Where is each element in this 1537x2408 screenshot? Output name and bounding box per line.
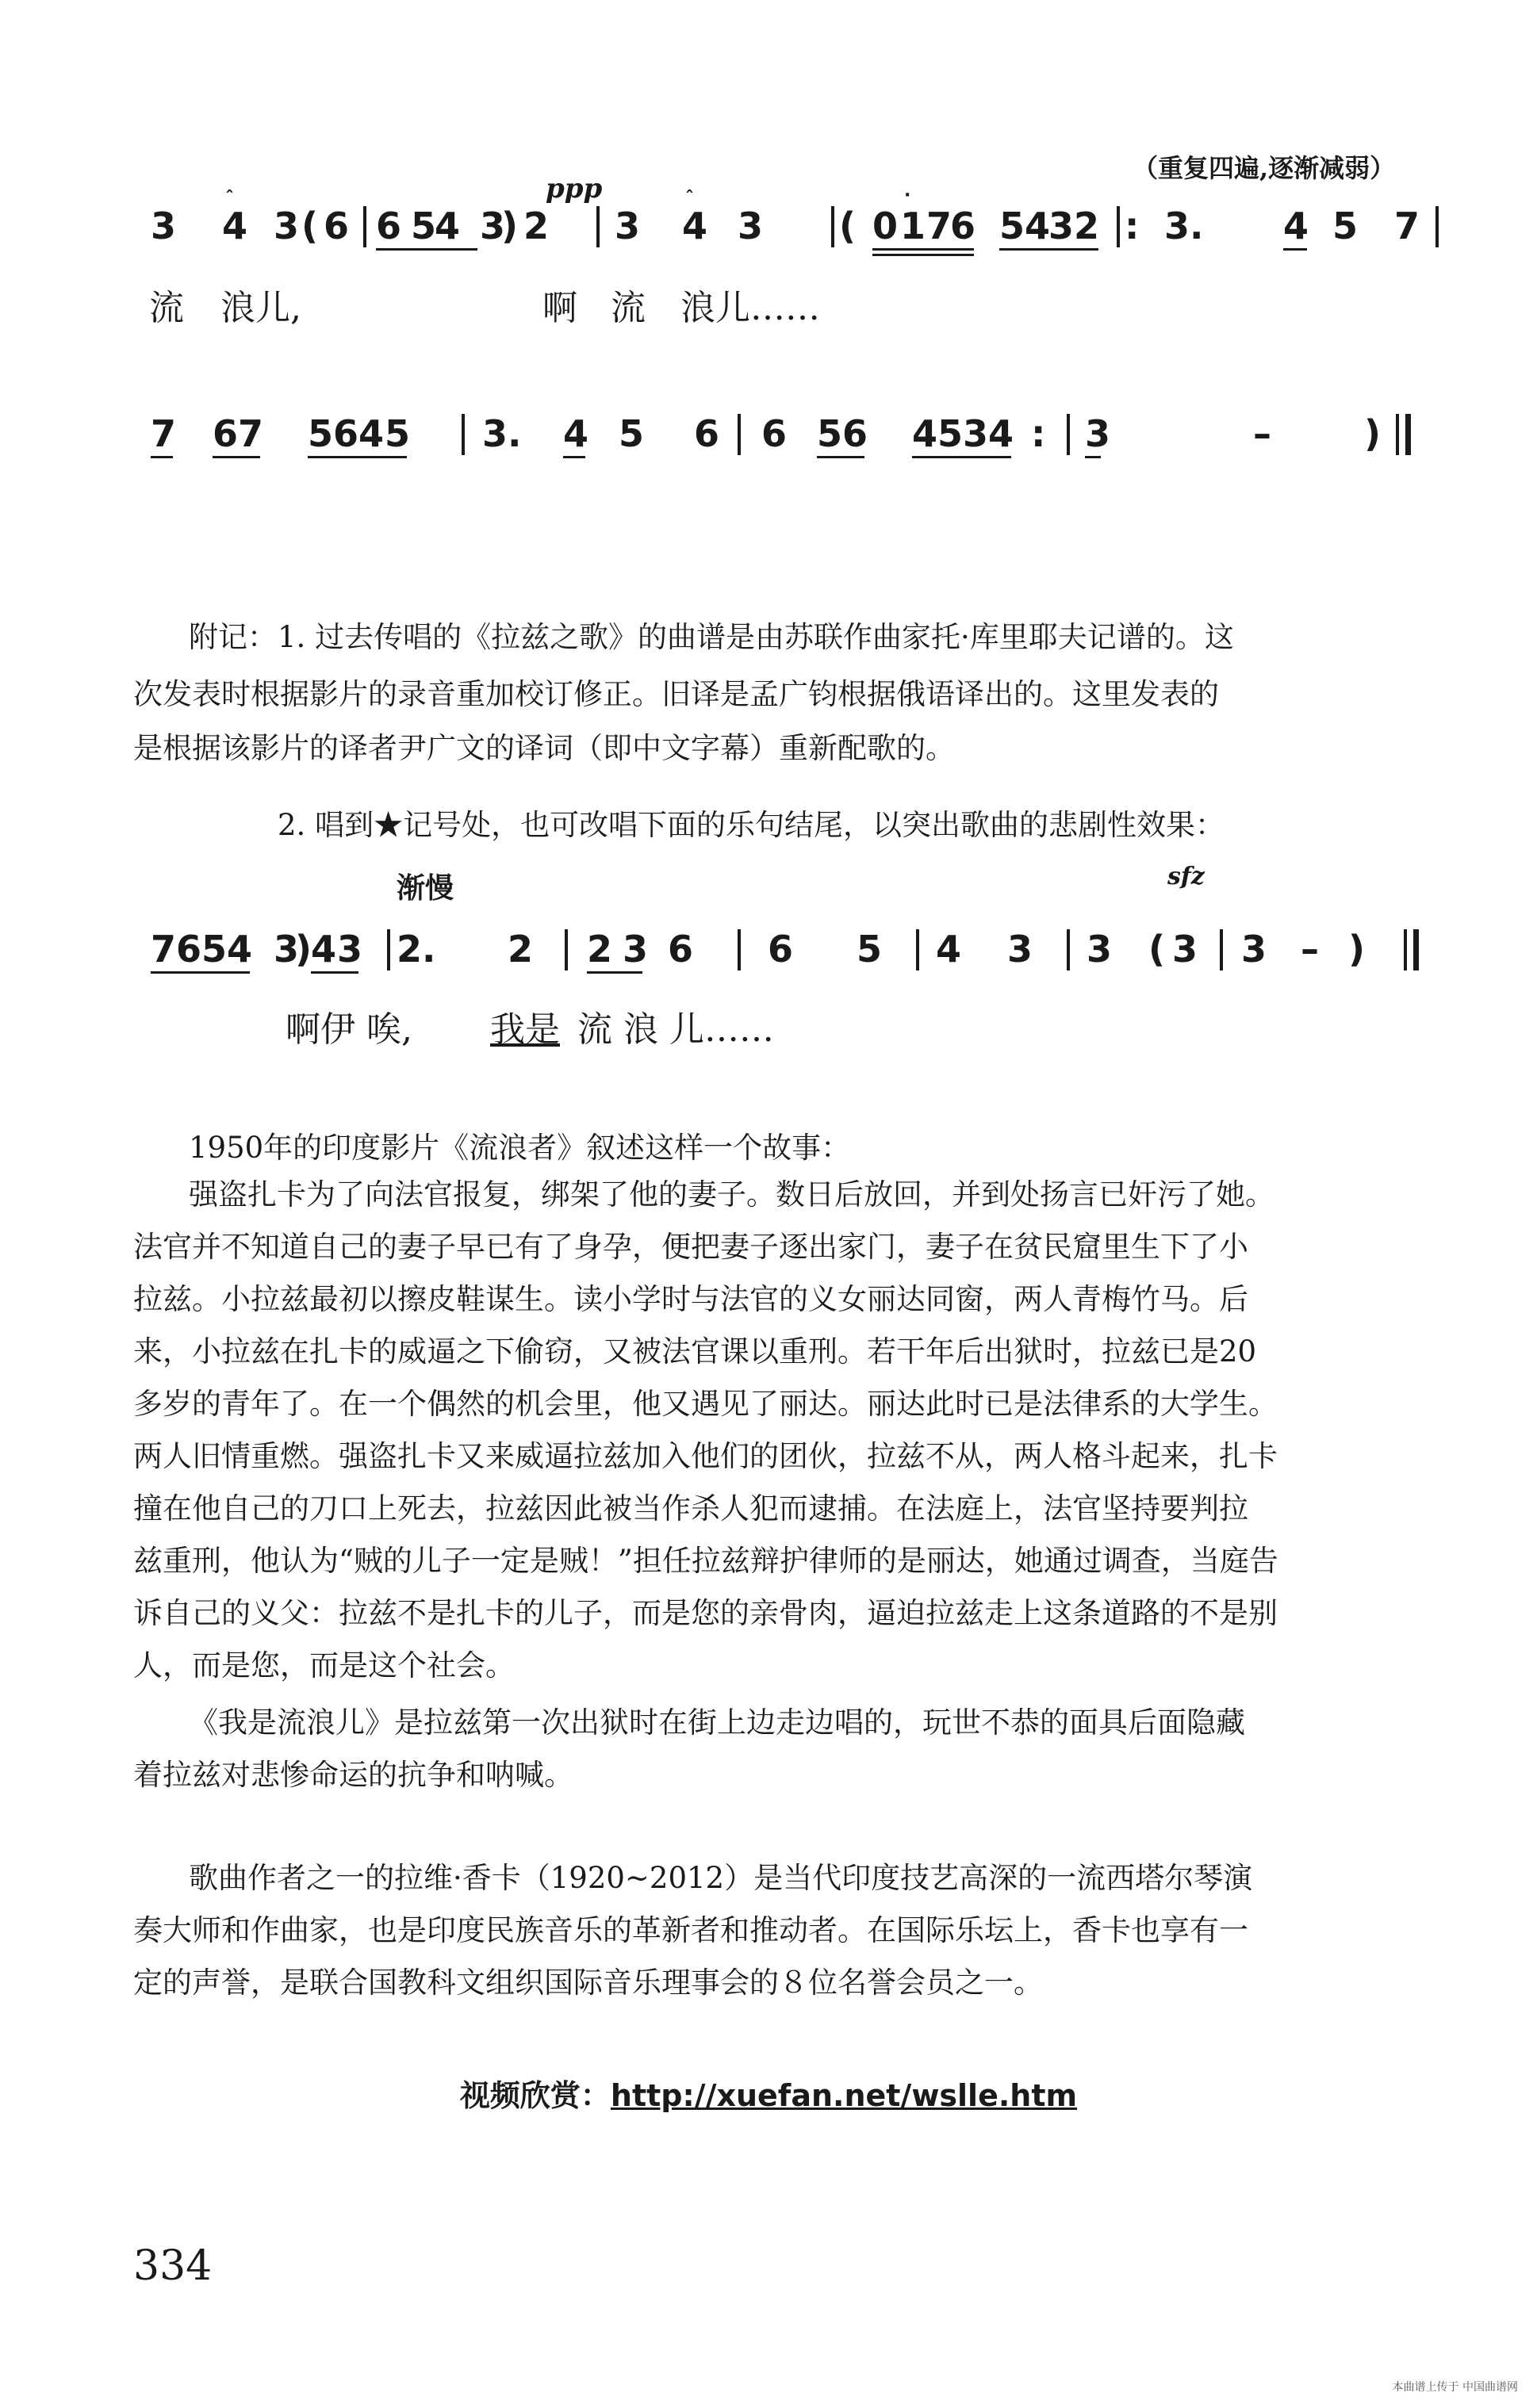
lyric-1: 流 [149, 288, 184, 328]
alt-lyric-2: 我是 [490, 1009, 560, 1050]
story-line: 诉自己的义父：拉兹不是扎卡的儿子，而是您的亲骨肉，逼迫拉兹走上这条道路的不是别 [133, 1596, 1278, 1630]
story-line: 拉兹。小拉兹最初以擦皮鞋谋生。读小学时与法官的义女丽达同窗，两人青梅竹马。后 [133, 1282, 1248, 1316]
music-line-2: 7 6 7 5 6 4 5 3. 4 5 6 6 5 6 4 5 3 4 : 3 – ) [0, 412, 1537, 468]
story-line: 来，小拉兹在扎卡的威逼之下偷窃，又被法官课以重刑。若干年后出狱时，拉兹已是20 [133, 1334, 1257, 1369]
story-line: 法官并不知道自己的妻子早已有了身孕，便把妻子逐出家门，妻子在贫民窟里生下了小 [133, 1230, 1248, 1264]
lyric-4: 流 [611, 288, 646, 328]
dynamic-ppp: ppp [546, 173, 603, 205]
story-line: 着拉兹对悲惨命运的抗争和呐喊。 [133, 1758, 573, 1792]
story-line: 两人旧情重燃。强盗扎卡又来威逼拉兹加入他们的团伙，拉兹不从，两人格斗起来，扎卡 [133, 1439, 1278, 1473]
story-line: 多岁的青年了。在一个偶然的机会里，他又遇见了丽达。丽达此时已是法律系的大学生。 [133, 1387, 1278, 1421]
story-para-3 [133, 1852, 1426, 2009]
music-line-1: 3 4 ˆ 3 ( 6 6 5 4 3 ) 2 3 4 ˆ 3 ( 0 1 7 6 · 5 4 3 2 : 3. 4 5 7 [0, 205, 1537, 252]
alt-lyric-3: 流 浪 儿…… [577, 1009, 774, 1050]
repeat-instruction: （重复四遍,逐渐减弱） [1133, 153, 1396, 183]
story-line: 歌曲作者之一的拉维·香卡（1920~2012）是当代印度技艺高深的一流西塔尔琴演 [189, 1861, 1253, 1895]
video-url-link[interactable]: http://xuefan.net/wslle.htm [610, 2078, 1078, 2113]
lyric-3: 啊 [542, 288, 577, 328]
notes-title: 附记： [189, 620, 277, 654]
story-line: 强盗扎卡为了向法官报复，绑架了他的妻子。数日后放回，并到处扬言已奸污了她。 [189, 1177, 1274, 1212]
story-line: 《我是流浪儿》是拉兹第一次出狱时在街上边走边唱的，玩世不恭的面具后面隐藏 [189, 1706, 1245, 1740]
watermark: 本曲谱上传于 中国曲谱网 [1392, 2381, 1518, 2394]
story-para-1 [133, 1169, 1426, 1692]
lyric-2: 浪儿, [220, 288, 301, 328]
music-alt-ending: 7 6 5 4 3 ) 4 3 2. 2 2 3 6 6 5 4 3 3 ( 3 3 – ) [0, 928, 1537, 983]
story-para-2 [133, 1697, 1426, 1801]
note1-line2: 次发表时根据影片的录音重加校订修正。旧译是孟广钧根据俄语译出的。这里发表的 [133, 677, 1219, 711]
story-line: 撞在他自己的刀口上死去，拉兹因此被当作杀人犯而逮捕。在法庭上，法官坚持要判拉 [133, 1491, 1248, 1526]
alt-lyric-1: 啊伊 唉, [286, 1009, 412, 1050]
note2: 2. 唱到★记号处，也可改唱下面的乐句结尾，以突出歌曲的悲剧性效果： [278, 808, 1225, 842]
page-number: 334 [133, 2242, 213, 2290]
tempo-mark: 渐慢 [397, 871, 454, 905]
story-line: 兹重刑，他认为“贼的儿子一定是贼！”担任拉兹辩护律师的是丽达，她通过调查，当庭告 [133, 1544, 1278, 1578]
story-line: 人，而是您，而是这个社会。 [133, 1648, 515, 1683]
lyric-5: 浪儿…… [680, 288, 820, 328]
story-line: 奏大师和作曲家，也是印度民族音乐的革新者和推动者。在国际乐坛上，香卡也享有一 [133, 1913, 1248, 1947]
video-link-line [0, 2071, 1537, 2115]
story-line: 定的声誉，是联合国教科文组织国际音乐理事会的８位名誉会员之一。 [133, 1966, 1043, 2000]
video-label: 视频欣赏： [459, 2078, 611, 2113]
note1-line3: 是根据该影片的译者尹广文的译词（即中文字幕）重新配歌的。 [133, 731, 955, 765]
note1-line1: 1. 过去传唱的《拉兹之歌》的曲谱是由苏联作曲家托·库里耶夫记谱的。这 [278, 620, 1234, 654]
story-intro: 1950年的印度影片《流浪者》叙述这样一个故事： [189, 1131, 851, 1165]
dynamic-sfz: sfz [1167, 863, 1205, 890]
